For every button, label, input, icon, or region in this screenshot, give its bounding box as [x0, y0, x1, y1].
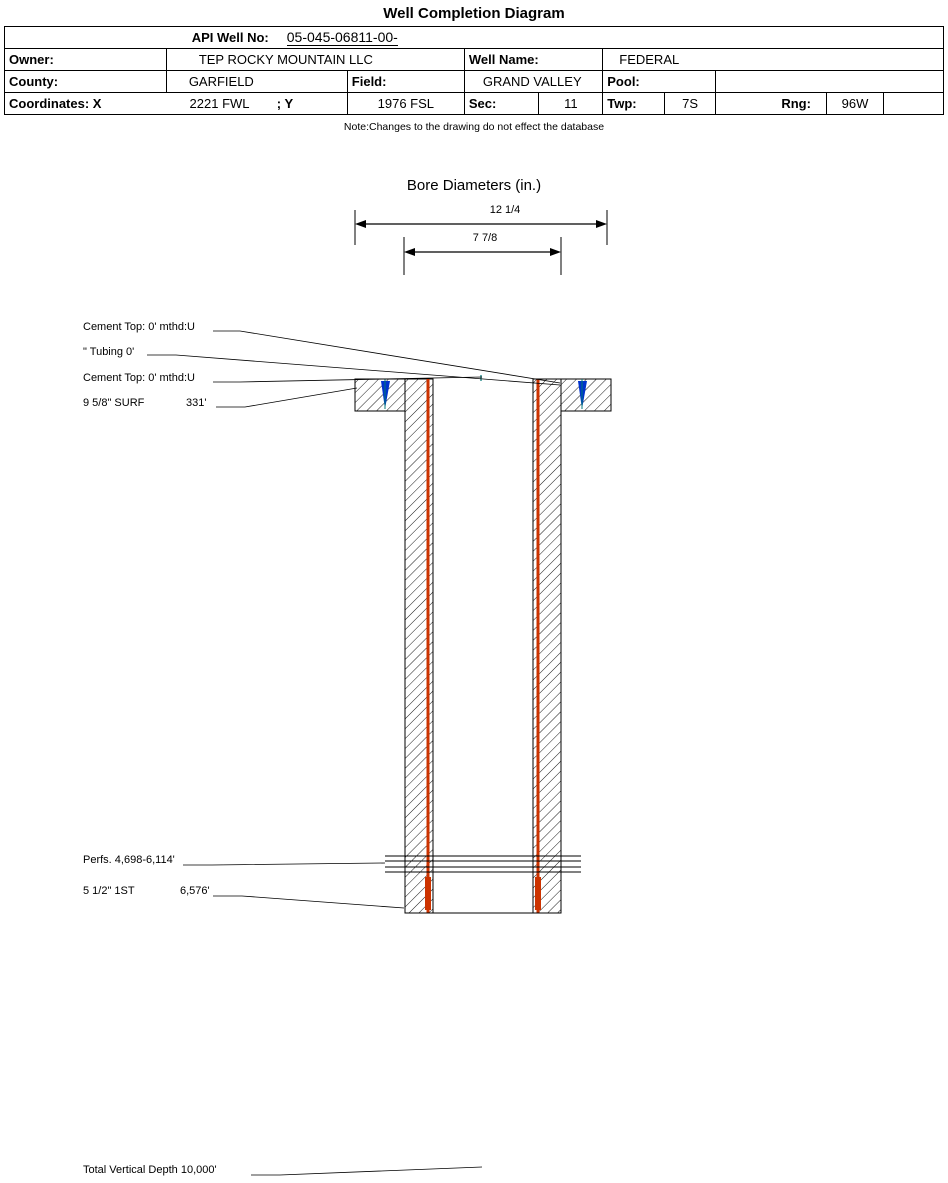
dim-arrow-inner-left — [404, 248, 415, 256]
bore-outer-label: 12 1/4 — [489, 204, 521, 216]
pool-label: Pool: — [603, 71, 716, 93]
annotation-surface-casing: 9 5/8" SURF — [83, 397, 145, 409]
api-well-no-label: API Well No: — [166, 27, 272, 49]
owner-label: Owner: — [5, 49, 167, 71]
annotation-production-casing: 5 1/2" 1ST — [83, 885, 135, 897]
surface-casing-left — [355, 379, 405, 411]
annotation-cement-top-1: Cement Top: 0' mthd:U — [83, 321, 195, 333]
annotation-perfs: Perfs. 4,698-6,114' — [83, 854, 175, 866]
coord-x-value: 2221 FWL — [166, 93, 272, 115]
wellbore-svg — [0, 5, 948, 1183]
county-label: County: — [5, 71, 167, 93]
well-diagram — [0, 5, 948, 1183]
field-text: GRAND VALLEY — [482, 74, 582, 89]
rng-label: Rng: — [777, 93, 826, 115]
coord-y-label: ; Y — [273, 93, 348, 115]
dim-arrow-outer-left — [355, 220, 366, 228]
twp-label: Twp: — [603, 93, 665, 115]
annotation-cement-top-2: Cement Top: 0' mthd:U — [83, 372, 195, 384]
sec-label: Sec: — [464, 93, 539, 115]
leader-production-casing — [213, 896, 404, 908]
coordinates-label: Coordinates: X — [5, 93, 167, 115]
annotation-total-vertical-depth: Total Vertical Depth 10,000' — [83, 1164, 217, 1176]
rng-value: 96W — [826, 93, 883, 115]
leader-total-depth — [251, 1167, 482, 1175]
owner-text: TEP ROCKY MOUNTAIN LLC — [198, 52, 373, 67]
database-note: Note:Changes to the drawing do not effect the database — [343, 121, 605, 133]
bore-diameters-title: Bore Diameters (in.) — [406, 177, 542, 194]
api-well-no-text: 05-045-06811-00- — [286, 29, 398, 45]
leader-tubing — [147, 355, 560, 385]
coord-y-value: 1976 FSL — [347, 93, 464, 115]
dim-arrow-outer-right — [596, 220, 607, 228]
dim-arrow-inner-right — [550, 248, 561, 256]
county-text: GARFIELD — [188, 74, 254, 89]
casing-shoe-right — [535, 877, 541, 910]
leader-cement-top-2 — [213, 377, 482, 382]
leader-surface-casing — [216, 388, 357, 407]
annotation-production-casing-depth: 6,576' — [180, 885, 210, 897]
well-name-label: Well Name: — [464, 49, 602, 71]
field-label: Field: — [347, 71, 464, 93]
annotation-tubing: " Tubing 0' — [83, 346, 135, 358]
page-title: Well Completion Diagram — [383, 5, 565, 22]
casing-shoe-left — [425, 877, 431, 910]
annotation-surface-casing-depth: 331' — [186, 397, 207, 409]
twp-value: 7S — [665, 93, 716, 115]
bore-inner-label: 7 7/8 — [472, 232, 498, 244]
well-name-text: FEDERAL — [619, 52, 680, 67]
leader-perfs — [183, 863, 385, 865]
leader-cement-top-1 — [213, 331, 560, 383]
sec-value: 11 — [539, 93, 603, 115]
